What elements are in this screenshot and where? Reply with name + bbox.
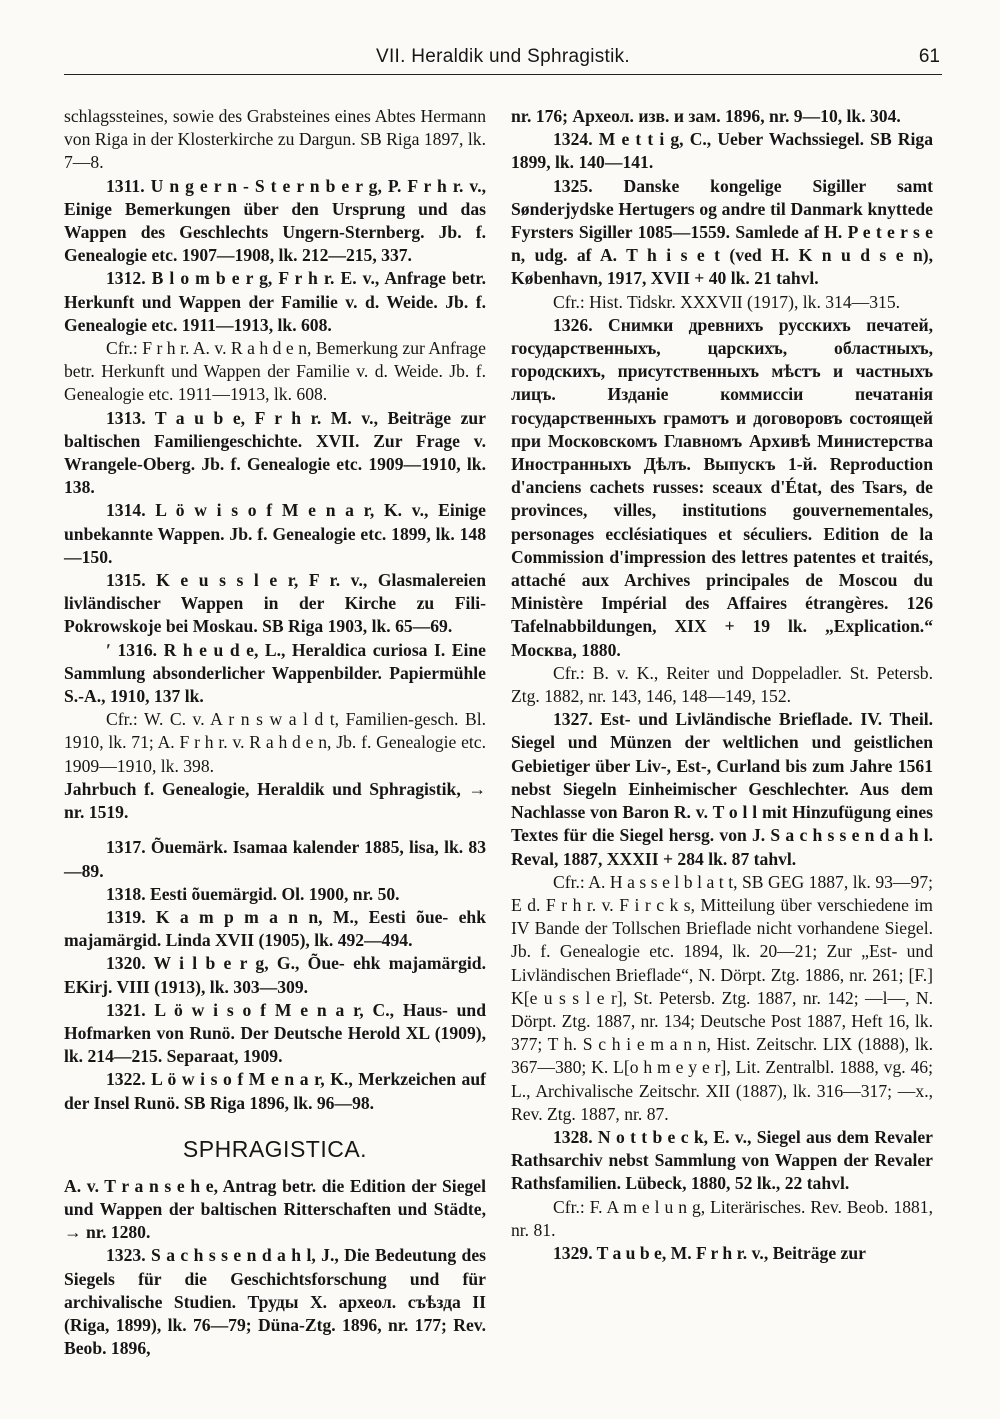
bibliography-entry: Cfr.: Hist. Tidskr. XXXVII (1917), lk. 314—315. (553, 291, 901, 312)
left-column (64, 105, 486, 1360)
bibliography-entry: 1328. N o t t b e c k, E. v., Siegel aus dem Revaler Rathsarchiv nebst Sammlung von Wappen der Revaler Rathsfamilien. Lübeck, 1880, 52 lk., 22 tahvl. (511, 1126, 933, 1194)
running-header (64, 44, 942, 75)
bibliography-entry: 1319. K a m p m a n n, M., Eesti õue- ehk majamärgid. Linda XVII (1905), lk. 492—494. (64, 906, 486, 951)
bibliography-entry: 1311. U n g e r n - S t e r n b e r g, P. F r h r. v., Einige Bemerkungen über den Ursprung und das Wappen des Geschlechts Ungern-Sternberg. Jb. f. Genealogie etc. 1907—1908, lk. 212—215, 337. (64, 175, 486, 266)
bibliography-entry: 1314. L ö w i s o f M e n a r, K. v., Einige unbekannte Wappen. Jb. f. Genealogie etc. 1899, lk. 148—150. (64, 500, 486, 567)
bibliography-entry: 1313. T a u b e, F r h r. M. v., Beiträge zur baltischen Familiengeschichte. XVII. Zur Frage v. Wrangele-Oberg. Jb. f. Genealogie etc. 1909—1910, lk. 138. (64, 407, 486, 498)
bibliography-entry: 1317. Õuemärk. Isamaa kalender 1885, lisa, lk. 83—89. (64, 837, 486, 881)
header-title: VII. Heraldik und Sphragistik. (375, 46, 630, 67)
bibliography-entry: ʹ 1316. R h e u d e, L., Heraldica curiosa I. Eine Sammlung absonderlicher Wappenbilder. Papiermühle S.-A., 1910, 137 lk. (64, 639, 486, 707)
bibliography-entry: 1325. Danske kongelige Sigiller samt Sønderjydske Hertugers og andre til Danmark knyttede Fyrsters Sigiller 1085—1559. Samlede af H. P e t e r s e n, udg. af A. T h i s e t (ved H. K n u d s e n), København, 1917, XVII + 40 lk. 21 tahvl. (511, 175, 933, 289)
bibliography-entry: 1318. Eesti õuemärgid. Ol. 1900, nr. 50. (106, 883, 400, 904)
right-column (511, 105, 933, 1265)
bibliography-entry: A. v. T r a n s e h e, Antrag betr. die Edition der Siegel und Wappen der baltischen Ritterschaften und Städte, → nr. 1280. (64, 1175, 486, 1243)
bibliography-entry: 1320. W i l b e r g, G., Õue- ehk majamärgid. EKirj. VIII (1913), lk. 303—309. (64, 953, 486, 997)
bibliography-entry: 1329. T a u b e, M. F r h r. v., Beiträge zur (553, 1242, 866, 1263)
bibliography-entry: schlagssteines, sowie des Grabsteines eines Abtes Hermann von Riga in der Klosterkirche zu Dargun. SB Riga 1897, lk. 7—8. (64, 106, 486, 173)
bibliography-entry: 1327. Est- und Livländische Brieflade. IV. Theil. Siegel und Münzen der weltlichen und geistlichen Gebietiger über Liv-, Est-, Curland bis zum Jahre 1561 nebst Siegeln Einheimischer Geschlechter. Aus dem Nachlasse von Baron R. v. T o l l mit Hinzufügung eines Textes für die Siegel hersg. von J. S a c h s s e n d a h l. Reval, 1887, XXXII + 284 lk. 87 tahvl. (511, 709, 933, 869)
bibliography-entry: Cfr.: A. H a s s e l b l a t t, SB GEG 1887, lk. 93—97; E d. F r h r. v. F i r c k s, Mitteilung über verschiedene im IV Bande der Tollschen Brieflade nicht vorhandene Siegel. Jb. f. Genealogie etc. 1894, lk. 20—21; Zur „Est- und Livländischen Brieflade“, N. Dörpt. Ztg. 1886, nr. 261; [F.] K[e u s s l e r], St. Petersb. Ztg. 1887, nr. 142; —l—, N. Dörpt. Ztg. 1887, nr. 134; Deutsche Post 1887, Heft 16, lk. 377; T h. S c h i e m a n n, Hist. Zeitschr. LIX (1888), lk. 367—380; K. L[o h m e y e r], Lit. Zentralbl. 1888, vg. 46; L., Archivalische Zeitschr. XII (1887), lk. 316—317; —x., Rev. Ztg. 1887, nr. 87. (511, 871, 933, 1124)
bibliography-entry: 1324. M e t t i g, C., Ueber Wachssiegel. SB Riga 1899, lk. 140—141. (511, 129, 933, 173)
bibliography-entry: nr. 176; Археол. изв. и зам. 1896, nr. 9—10, lk. 304. (511, 106, 901, 126)
section-heading: SPHRAGISTICA. (182, 1135, 368, 1162)
spacer (64, 824, 486, 836)
bibliography-entry: Jahrbuch f. Genealogie, Heraldik und Sphragistik, → nr. 1519. (64, 778, 486, 823)
page-number: 61 (918, 46, 940, 67)
bibliography-entry: Cfr.: W. C. v. A r n s w a l d t, Familien-gesch. Bl. 1910, lk. 71; A. F r h r. v. R a h d e n, Jb. f. Genealogie etc. 1909—1910, lk. 398. (64, 709, 486, 776)
bibliography-entry: Cfr.: B. v. K., Reiter und Doppeladler. St. Petersb. Ztg. 1882, nr. 143, 146, 148—149, 152. (511, 662, 933, 707)
bibliography-entry: Cfr.: F. A m e l u n g, Literärisches. Rev. Beob. 1881, nr. 81. (511, 1196, 933, 1240)
bibliography-entry: 1322. L ö w i s o f M e n a r, K., Merkzeichen auf der Insel Runö. SB Riga 1896, lk. 96—98. (64, 1069, 486, 1113)
bibliography-entry: 1321. L ö w i s o f M e n a r, C., Haus- und Hofmarken von Runö. Der Deutsche Herold XL (1909), lk. 214—215. Separaat, 1909. (64, 999, 486, 1067)
bibliography-entry: 1315. K e u s s l e r, F r. v., Glasmalereien livländischer Wappen in der Kirche zu Fili-Pokrowskoje bei Moskau. SB Riga 1903, lk. 65—69. (64, 570, 486, 637)
bibliography-entry: Cfr.: F r h r. A. v. R a h d e n, Bemerkung zur Anfrage betr. Herkunft und Wappen der Familie v. d. Weide. Jb. f. Genealogie etc. 1911—1913, lk. 608. (64, 338, 486, 405)
bibliography-entry: 1312. B l o m b e r g, F r h r. E. v., Anfrage betr. Herkunft und Wappen der Familie v. d. Weide. Jb. f. Genealogie etc. 1911—1913, lk. 608. (64, 268, 486, 335)
bibliography-entry: 1323. S a c h s s e n d a h l, J., Die Bedeutung des Siegels für die Geschichtsforschung und für archivalische Studien. Труды X. археол. съѣзда II (Riga, 1899), lk. 76—79; Düna-Ztg. 1896, nr. 177; Rev. Beob. 1896, (64, 1245, 486, 1359)
bibliography-entry: 1326. Снимки древнихъ русскихъ печатей, государственныхъ, царскихъ, областныхъ, городскихъ, присутственныхъ мѣстъ и частныхъ лицъ. Изданіе коммиссіи печатанія государственныхъ грамотъ и договоровъ состоящей при Московскомъ Главномъ Архивѣ Министерства Иностранныхъ Дѣлъ. Выпускъ 1-й. Reproduction d'anciens cachets russes: sceaux d'État, des Tsars, de provinces, villes, institutions gouvernementales, personages ecclésiatiques et séculiers. Edition de la Commission d'impression des lettres patentes et traités, attaché aux Archives principales de Moscou du Ministère Impérial des Affaires étrangères. 126 Tafelnabbildungen, XIX + 19 lk. „Explication.“ Москва, 1880. (511, 314, 933, 660)
